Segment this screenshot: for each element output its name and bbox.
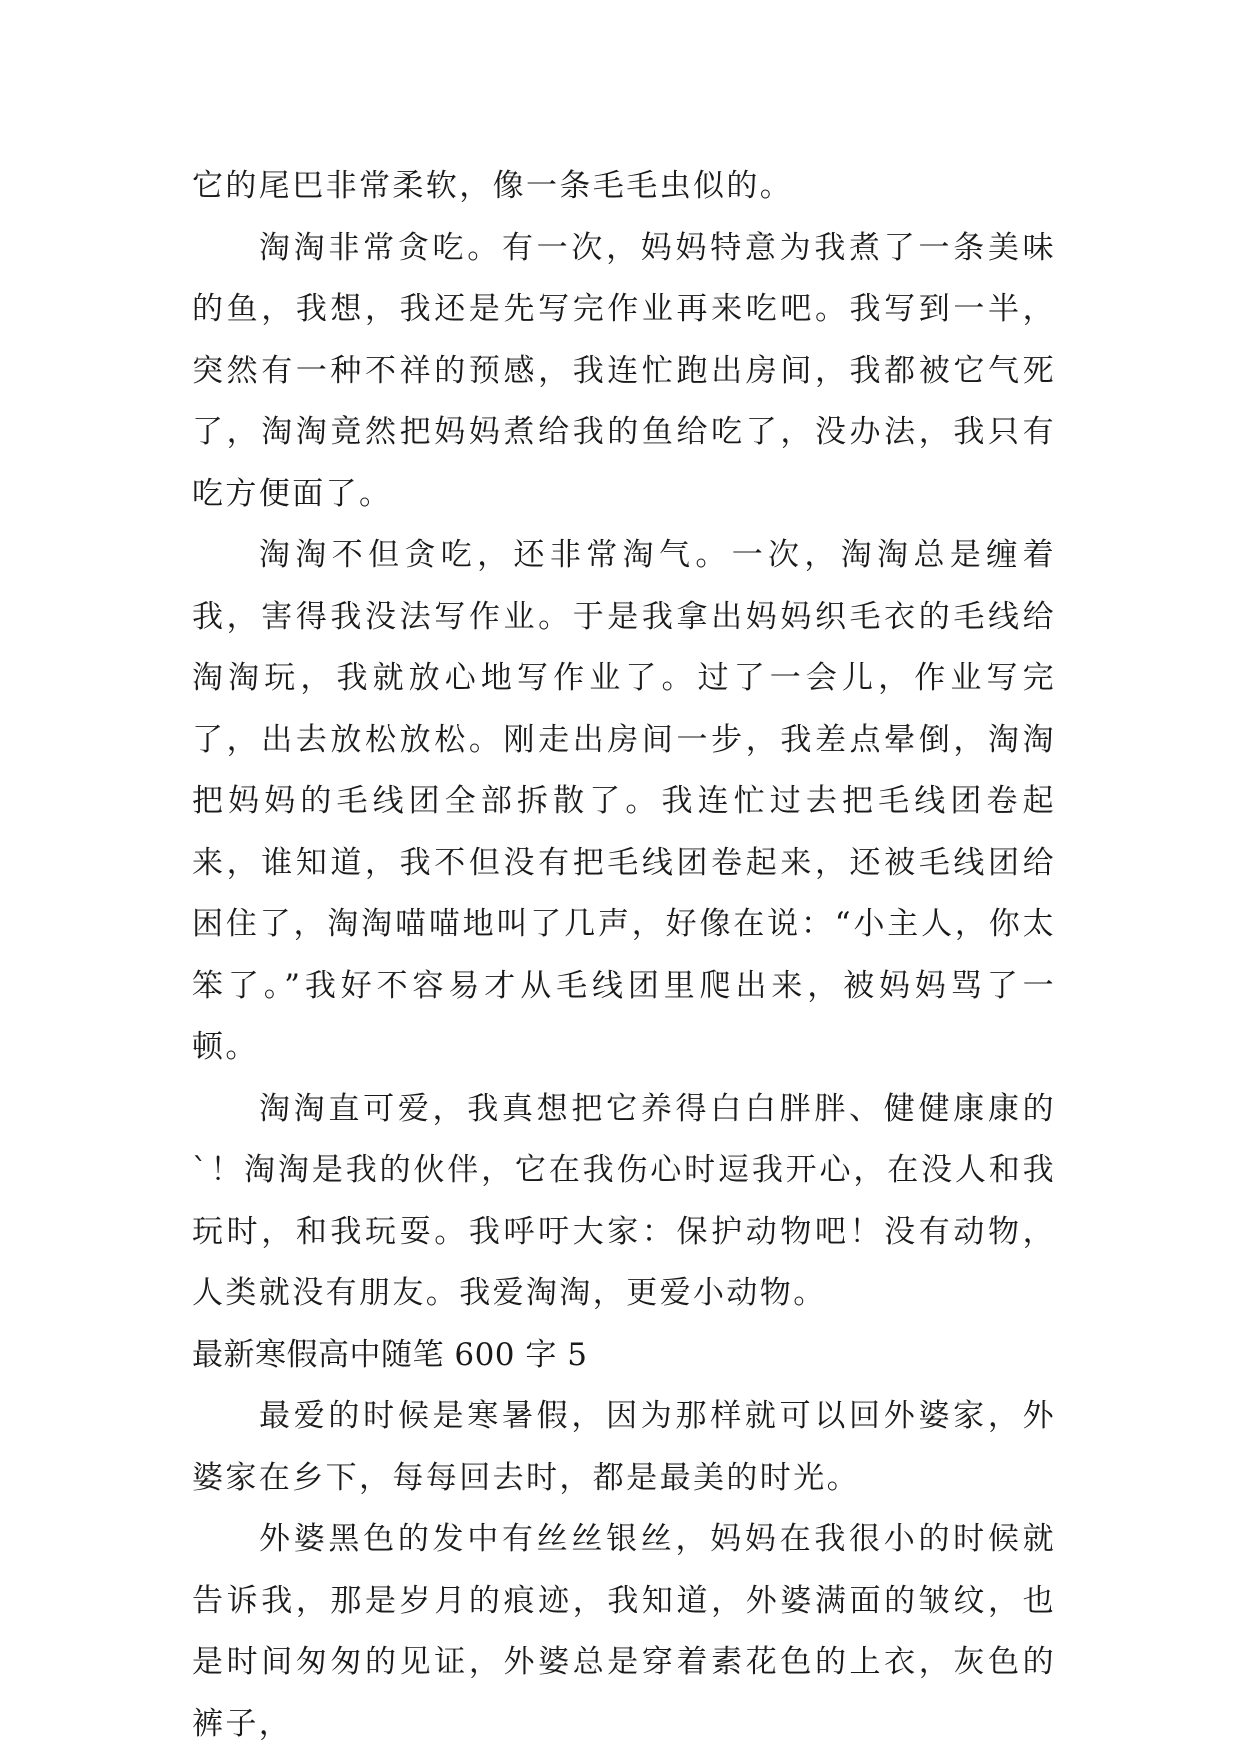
section-heading: 最新寒假高中随笔 600 字 5	[192, 1336, 588, 1373]
paragraph: 淘淘直可爱，我真想把它养得白白胖胖、健健康康的`！淘淘是我的伙伴，它在我伤心时逗我开心，在没人和我玩时，和我玩耍。我呼吁大家：保护动物吧！没有动物，人类就没有朋友。我爱淘淘，更爱小动物。	[192, 1090, 1056, 1311]
paragraph: 淘淘非常贪吃。有一次，妈妈特意为我煮了一条美味的鱼，我想，我还是先写完作业再来吃吧。我写到一半，突然有一种不祥的预感，我连忙跑出房间，我都被它气死了，淘淘竟然把妈妈煮给我的鱼给吃了，没办法，我只有吃方便面了。	[192, 229, 1056, 512]
paragraph: 淘淘不但贪吃，还非常淘气。一次，淘淘总是缠着我，害得我没法写作业。于是我拿出妈妈织毛衣的毛线给淘淘玩，我就放心地写作业了。过了一会儿，作业写完了，出去放松放松。刚走出房间一步，我差点晕倒，淘淘把妈妈的毛线团全部拆散了。我连忙过去把毛线团卷起来，谁知道，我不但没有把毛线团卷起来，还被毛线团给困住了，淘淘喵喵地叫了几声，好像在说：“小主人，你太笨了。”我好不容易才从毛线团里爬出来，被妈妈骂了一顿。	[192, 537, 1056, 1065]
paragraph-continuation: 它的尾巴非常柔软，像一条毛毛虫似的。	[192, 168, 794, 204]
paragraph: 最爱的时候是寒暑假，因为那样就可以回外婆家，外婆家在乡下，每每回去时，都是最美的时光。	[192, 1398, 1056, 1496]
paragraph: 外婆黑色的发中有丝丝银丝，妈妈在我很小的时候就告诉我，那是岁月的痕迹，我知道，外婆满面的皱纹，也是时间匆匆的见证，外婆总是穿着素花色的上衣，灰色的裤子，	[192, 1521, 1056, 1742]
document-body	[192, 156, 1056, 1755]
